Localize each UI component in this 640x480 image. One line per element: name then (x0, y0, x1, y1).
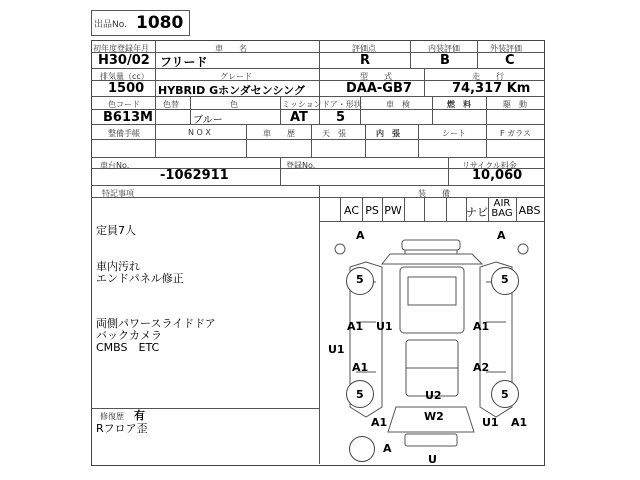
grid-line (319, 68, 320, 96)
notes-line: 定員7人 (96, 224, 136, 237)
damage-mark: 5 (501, 388, 509, 401)
grid-line (365, 124, 366, 157)
glass-label: F ガラス (500, 129, 531, 138)
damage-mark: A (383, 442, 392, 455)
grid-line (91, 197, 544, 198)
grid-line (311, 124, 312, 157)
grid-line (91, 124, 544, 125)
grid-line (432, 96, 433, 124)
fuel-label: 燃 料 (447, 100, 471, 109)
notes-line: 両側パワースライドドア (96, 317, 216, 330)
history-label: 車 歴 (263, 129, 295, 138)
grid-line (280, 157, 281, 185)
grid-line (418, 124, 419, 157)
equipment-navi: ナビ (466, 206, 488, 219)
notes-line: 車内汚れ (96, 260, 140, 273)
grid-line (155, 40, 156, 68)
grid-line (424, 197, 425, 221)
damage-mark: 5 (501, 273, 509, 286)
score-value: R (360, 53, 371, 68)
grid-line (319, 40, 320, 68)
inspection-label: 車 検 (386, 100, 410, 109)
chassis-label: 車台No. (100, 161, 130, 170)
mileage-value: 74,317 Km (452, 81, 531, 96)
displacement-value: 1500 (108, 81, 145, 96)
car-name-value: フリード (160, 55, 208, 69)
grid-line (91, 408, 319, 409)
grid-line (424, 68, 425, 96)
recycle-value: 10,060 (472, 168, 523, 183)
equipment-ps: PS (365, 204, 379, 217)
ceiling-label: 天 張 (322, 129, 346, 138)
grid-line (486, 124, 487, 157)
nox-label: N O X (188, 128, 211, 137)
equipment-ac: AC (343, 204, 359, 217)
equipment-airbag: AIR BAG (491, 198, 513, 219)
transmission-value: AT (290, 110, 308, 125)
equipment-abs: ABS (518, 204, 541, 217)
grade-value: HYBRID Gホンダセンシング (158, 84, 305, 97)
chassis-value: -1062911 (160, 168, 229, 183)
damage-mark: A1 (473, 320, 490, 333)
lot-number: 1080 (136, 13, 184, 33)
damage-mark: A1 (371, 416, 388, 429)
damage-mark: U1 (482, 416, 499, 429)
lot-label: 出品No. (94, 20, 127, 30)
reg-year-value: H30/02 (98, 53, 150, 68)
grid-line (155, 124, 156, 157)
interior-score-label: 内装評価 (428, 44, 460, 53)
damage-mark: U1 (328, 343, 345, 356)
doors-label: ドア・形状 (322, 100, 362, 109)
damage-mark: W2 (424, 410, 444, 423)
grid-line (410, 40, 411, 68)
car-damage-diagram (320, 222, 543, 463)
model-value: DAA-GB7 (346, 81, 412, 96)
color-code-value: B613M (103, 110, 153, 125)
equipment-pw: PW (384, 204, 402, 217)
grid-line (448, 157, 449, 185)
notes-line: CMBS ETC (96, 341, 160, 354)
damage-mark: U (428, 453, 437, 466)
drive-label: 駆 動 (503, 100, 527, 109)
grid-line (486, 96, 487, 124)
grade-label: グレード (220, 72, 252, 81)
damage-mark: A2 (473, 361, 490, 374)
grid-line (190, 96, 191, 124)
displacement-label: 排気量（cc） (100, 72, 149, 81)
grid-line (91, 139, 544, 140)
notes-line: エンドパネル修正 (96, 272, 184, 285)
interior-score-value: B (440, 53, 450, 68)
damage-mark: A1 (511, 416, 528, 429)
service-book-label: 整備手帳 (108, 129, 140, 138)
grid-line (155, 68, 156, 96)
damage-mark: A (356, 229, 365, 242)
car-name-label: 車 名 (215, 44, 247, 53)
transmission-label: ミッション (282, 100, 322, 109)
grid-line (477, 40, 478, 68)
grid-line (155, 96, 156, 124)
doors-value: 5 (336, 110, 346, 125)
repair-note: Rフロア歪 (96, 422, 148, 435)
grid-line (280, 96, 281, 124)
grid-line (446, 197, 447, 221)
registration-label: 登録No. (286, 161, 316, 170)
damage-mark: A1 (352, 361, 369, 374)
damage-mark: U1 (376, 320, 393, 333)
damage-mark: A (497, 229, 506, 242)
seat-label: シート (442, 129, 466, 138)
damage-mark: 5 (356, 388, 364, 401)
score-label: 評価点 (352, 44, 376, 53)
notes-line: バックカメラ (96, 329, 162, 342)
color-change-label: 色替 (163, 100, 179, 109)
notes-title: 特記事項 (102, 189, 134, 198)
reg-year-label: 初年度登録年月 (93, 44, 149, 53)
mileage-label: 走 行 (472, 72, 504, 81)
grid-line (91, 68, 544, 69)
recycle-label: リサイクル料金 (462, 161, 517, 170)
exterior-score-value: C (505, 53, 515, 68)
model-label: 型 式 (360, 72, 392, 81)
interior-trim-label: 内 張 (376, 129, 400, 138)
repair-history-value: 有 (134, 409, 145, 422)
damage-mark: A1 (347, 320, 364, 333)
damage-mark: U2 (425, 389, 442, 402)
grid-line (91, 157, 544, 158)
color-code-label: 色コード (108, 100, 140, 109)
exterior-score-label: 外装評価 (490, 44, 522, 53)
spare-tire (349, 436, 375, 462)
equipment-title: 装 備 (418, 189, 450, 198)
color-label: 色 (230, 100, 238, 109)
grid-line (246, 124, 247, 157)
grid-line (404, 197, 405, 221)
repair-history-label: 修復歴 (100, 412, 124, 421)
color-value: ブルー (193, 115, 223, 126)
grid-line (91, 185, 544, 186)
damage-mark: 5 (356, 273, 364, 286)
